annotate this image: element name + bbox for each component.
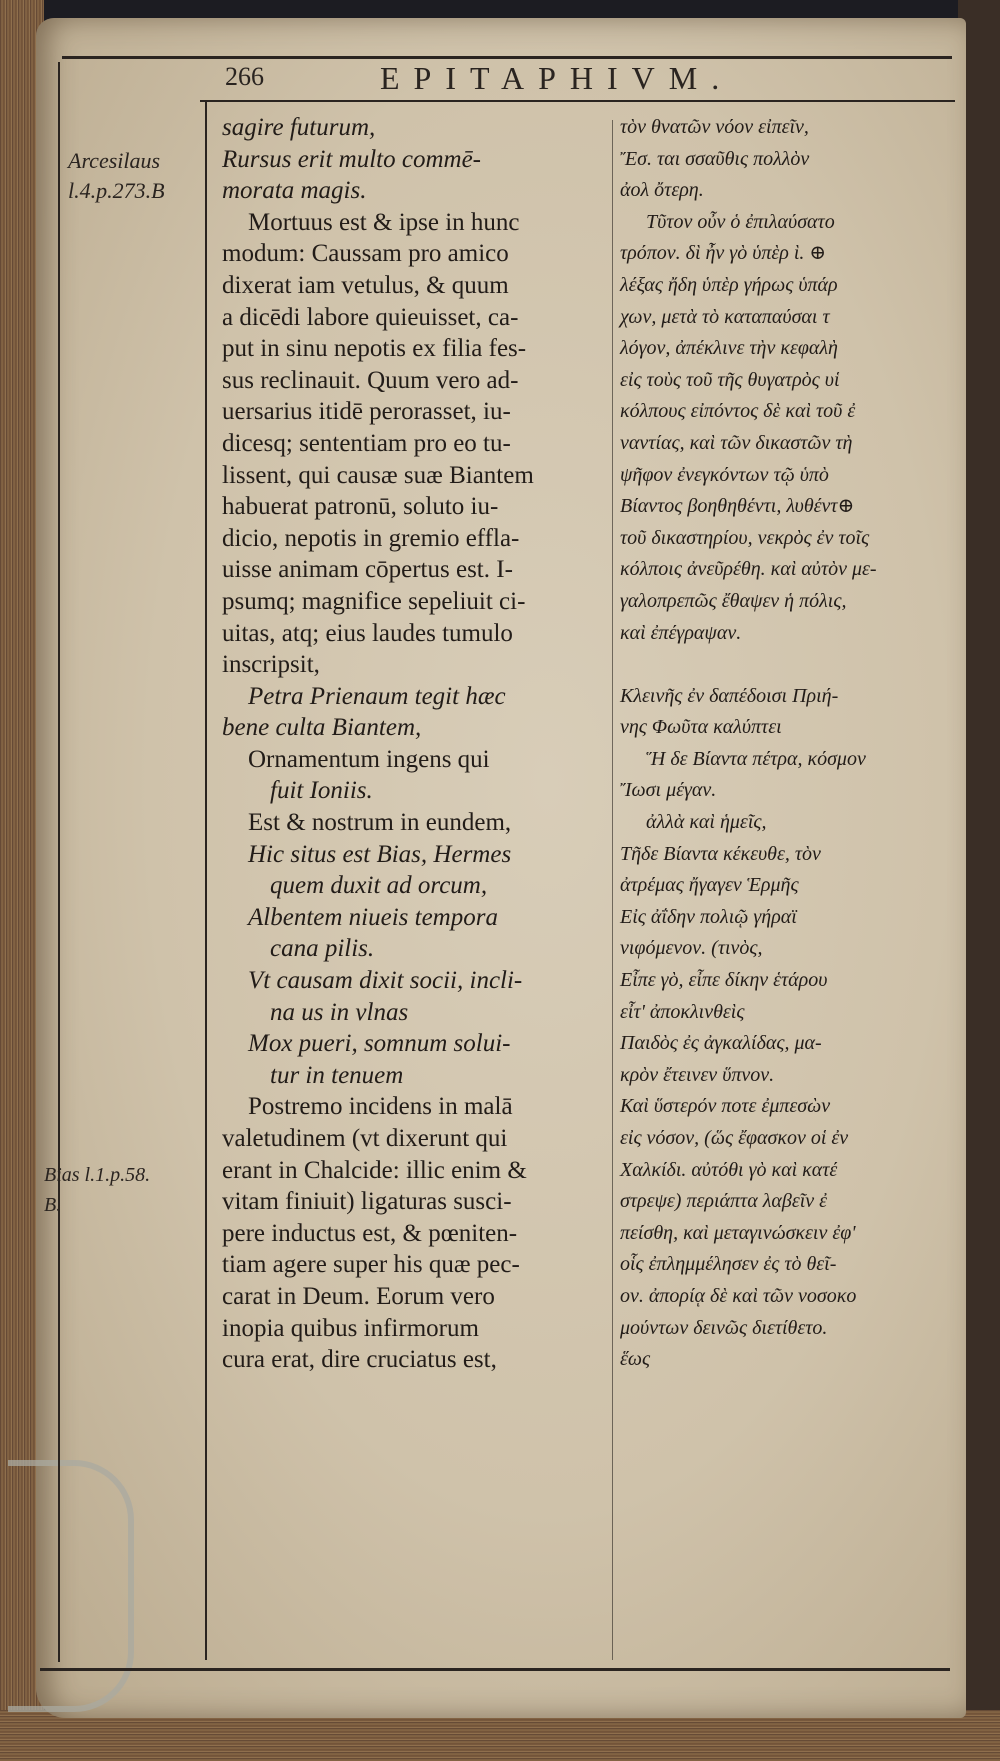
latin-line: Mox pueri, somnum solui- xyxy=(248,1030,511,1058)
margin-note-arcesilaus xyxy=(68,146,165,206)
latin-line: Mortuus est & ipse in hunc xyxy=(248,208,520,236)
latin-line: erant in Chalcide: illic enim & xyxy=(222,1156,527,1184)
latin-line: tur in tenuem xyxy=(270,1061,404,1089)
greek-line: ον. ἀπορίᾳ δὲ καὶ τῶν νοσοκο xyxy=(620,1284,857,1307)
margin-rule-left xyxy=(58,62,60,1662)
latin-line: morata magis. xyxy=(222,177,367,205)
greek-line: πείσθη, καὶ μεταγινώσκειν ἐφ' xyxy=(620,1221,856,1244)
greek-line: στρεψε) περιάπτα λαβεῖν ἐ xyxy=(620,1190,828,1213)
greek-line: Χαλκίδι. αὐτόθι γὸ καὶ κατέ xyxy=(620,1158,838,1181)
latin-line: Rursus erit multo commē- xyxy=(222,145,481,173)
latin-line: lissent, qui causæ suæ Biantem xyxy=(222,461,534,489)
latin-line: fuit Ioniis. xyxy=(270,777,373,805)
latin-line: Est & nostrum in eundem, xyxy=(248,809,512,837)
margin-note-line: l.4.p.273.B xyxy=(68,178,165,203)
latin-line: cura erat, dire cruciatus est, xyxy=(222,1346,497,1374)
greek-line: ἀτρέμας ἤγαγεν Ἑρμῆς xyxy=(620,874,799,897)
greek-line: Κλεινῆς ἐν δαπέδοισι Πριή- xyxy=(620,684,839,707)
margin-note-line: B. xyxy=(44,1194,62,1216)
latin-line: cana pilis. xyxy=(270,935,375,963)
greek-line: χων, μετὰ τὸ καταπαύσαι τ xyxy=(620,305,830,328)
greek-line: Τῦτον οὖν ὁ ἐπιλαύσατο xyxy=(646,210,835,233)
greek-line xyxy=(620,649,960,681)
greek-column xyxy=(620,112,960,1376)
greek-line: κόλποις ἀνεῦρέθη. καὶ αὐτὸν με- xyxy=(620,558,877,581)
latin-line: uitas, atq; eius laudes tumulo xyxy=(222,619,513,647)
latin-line: pere inductus est, & pœniten- xyxy=(222,1219,518,1247)
latin-line: Albentem niueis tempora xyxy=(248,903,498,931)
greek-line: Εἶπε γὸ, εἶπε δίκην ἑτάρου xyxy=(620,969,828,992)
latin-line: dicesq; sententiam pro eo tu- xyxy=(222,429,511,457)
greek-line: Εἰς ἀΐδην πολιῷ γήραϊ xyxy=(620,905,797,928)
greek-line: εἰς τοὺς τοῦ τῆς θυγατρὸς υἱ xyxy=(620,368,840,391)
page-number: 266 xyxy=(225,62,264,91)
latin-line: sagire futurum, xyxy=(222,114,376,141)
greek-line: λέξας ἤδη ὑπὲρ γήρως ὑπάρ xyxy=(620,273,838,296)
greek-line: ἕως xyxy=(620,1348,651,1371)
greek-line: Ἔσ. ται σσαῦθις πολλὸν xyxy=(620,147,810,170)
greek-line: οἷς ἐπλημμέλησεν ἐς τὸ θεῖ- xyxy=(620,1253,837,1276)
latin-line: Vt causam dixit socii, incli- xyxy=(248,967,523,995)
greek-line: Τῆδε Βίαντα κέκευθε, τὸν xyxy=(620,842,821,865)
greek-line: Ἥ δε Βίαντα πέτρα, κόσμον xyxy=(646,747,866,770)
margin-note-bias xyxy=(44,1160,150,1220)
greek-line: νης Φωῦτα καλύπτει xyxy=(620,716,782,739)
greek-line: τοῦ δικαστηρίου, νεκρὸς ἐν τοῖς xyxy=(620,526,870,549)
latin-line: na us in vlnas xyxy=(270,998,409,1026)
greek-line: Βίαντος βοηθηθέντι, λυθέντ⊕ xyxy=(620,495,855,518)
footer-rule xyxy=(40,1668,950,1671)
greek-line: τὸν θνατῶν νόον εἰπεῖν, xyxy=(620,116,809,138)
latin-line: bene culta Biantem, xyxy=(222,714,422,742)
page-clip xyxy=(8,1460,134,1712)
latin-line: put in sinu nepotis ex filia fes- xyxy=(222,335,527,363)
latin-line: inopia quibus infirmorum xyxy=(222,1314,479,1342)
latin-line: Postremo incidens in malā xyxy=(248,1093,513,1121)
latin-line: Ornamentum ingens qui xyxy=(248,745,490,773)
greek-line: Καὶ ὕστερόν ποτε ἐμπεσὼν xyxy=(620,1095,831,1118)
latin-line: carat in Deum. Eorum vero xyxy=(222,1282,495,1310)
header-rule-top xyxy=(62,56,952,59)
greek-line: Παιδὸς ἐς ἀγκαλίδας, μα- xyxy=(620,1032,822,1055)
running-title: EPITAPHIVM. xyxy=(380,60,734,96)
latin-line: uersarius itidē perorasset, iu- xyxy=(222,398,511,426)
greek-line: λόγον, ἀπέκλινε τὴν κεφαλὴ xyxy=(620,337,838,360)
greek-line: καὶ ἐπέγραψαν. xyxy=(620,621,742,644)
latin-line: valetudinem (vt dixerunt qui xyxy=(222,1125,508,1152)
greek-line: ἀολ ὄτερη. xyxy=(620,179,704,202)
latin-line: Hic situs est Bias, Hermes xyxy=(248,840,512,868)
margin-note-line: Arcesilaus xyxy=(68,148,161,173)
latin-line: uisse animam cōpertus est. I- xyxy=(222,556,513,584)
column-divider xyxy=(612,120,613,1660)
latin-line: modum: Caussam pro amico xyxy=(222,240,509,268)
greek-line: εἰς νόσον, (ὥς ἔφασκον οἱ ἐν xyxy=(620,1127,849,1149)
latin-line: a dicēdi labore quieuisset, ca- xyxy=(222,303,519,331)
latin-line: dixerat iam vetulus, & quum xyxy=(222,271,509,299)
greek-line: ψῆφον ἐνεγκόντων τῷ ὑπὸ xyxy=(620,463,829,486)
greek-line: νιφόμενον. (τινὸς, xyxy=(620,937,763,960)
latin-line: dicio, nepotis in gremio effla- xyxy=(222,524,520,552)
greek-line: κρὸν ἔτεινεν ὕπνον. xyxy=(620,1063,775,1086)
latin-line: tiam agere super his quæ pec- xyxy=(222,1251,520,1279)
greek-line: γαλοπρεπῶς ἔθαψεν ἡ πόλις, xyxy=(620,589,847,612)
greek-line: ἀλλὰ καὶ ἡμεῖς, xyxy=(646,811,767,834)
greek-line: μούντων δεινῶς διετίθετο. xyxy=(620,1316,828,1339)
latin-line: Petra Prienaum tegit hæc xyxy=(248,682,506,710)
latin-line: vitam finiuit) ligaturas susci- xyxy=(222,1188,512,1216)
greek-line: εἶτ' ἀποκλινθεὶς xyxy=(620,1000,745,1023)
greek-line: κόλπους εἰπόντος δὲ καὶ τοῦ ἐ xyxy=(620,400,856,423)
margin-rule-right xyxy=(205,100,207,1660)
greek-line: ναντίας, καὶ τῶν δικαστῶν τὴ xyxy=(620,431,853,454)
header-rule-bottom xyxy=(200,100,955,102)
margin-note-line: Bias l.1.p.58. xyxy=(44,1164,151,1186)
latin-line: quem duxit ad orcum, xyxy=(270,872,488,900)
latin-line: sus reclinauit. Quum vero ad- xyxy=(222,366,519,394)
latin-column xyxy=(222,112,612,1376)
greek-line: Ἴωσι μέγαν. xyxy=(620,779,717,802)
greek-line: τρόπον. δὶ ἦν γὸ ὑπὲρ ὶ. ⊕ xyxy=(620,242,827,265)
latin-line: psumq; magnifice sepeliuit ci- xyxy=(222,587,526,615)
latin-line: habuerat patronū, soluto iu- xyxy=(222,493,499,521)
latin-line: inscripsit, xyxy=(222,651,320,679)
